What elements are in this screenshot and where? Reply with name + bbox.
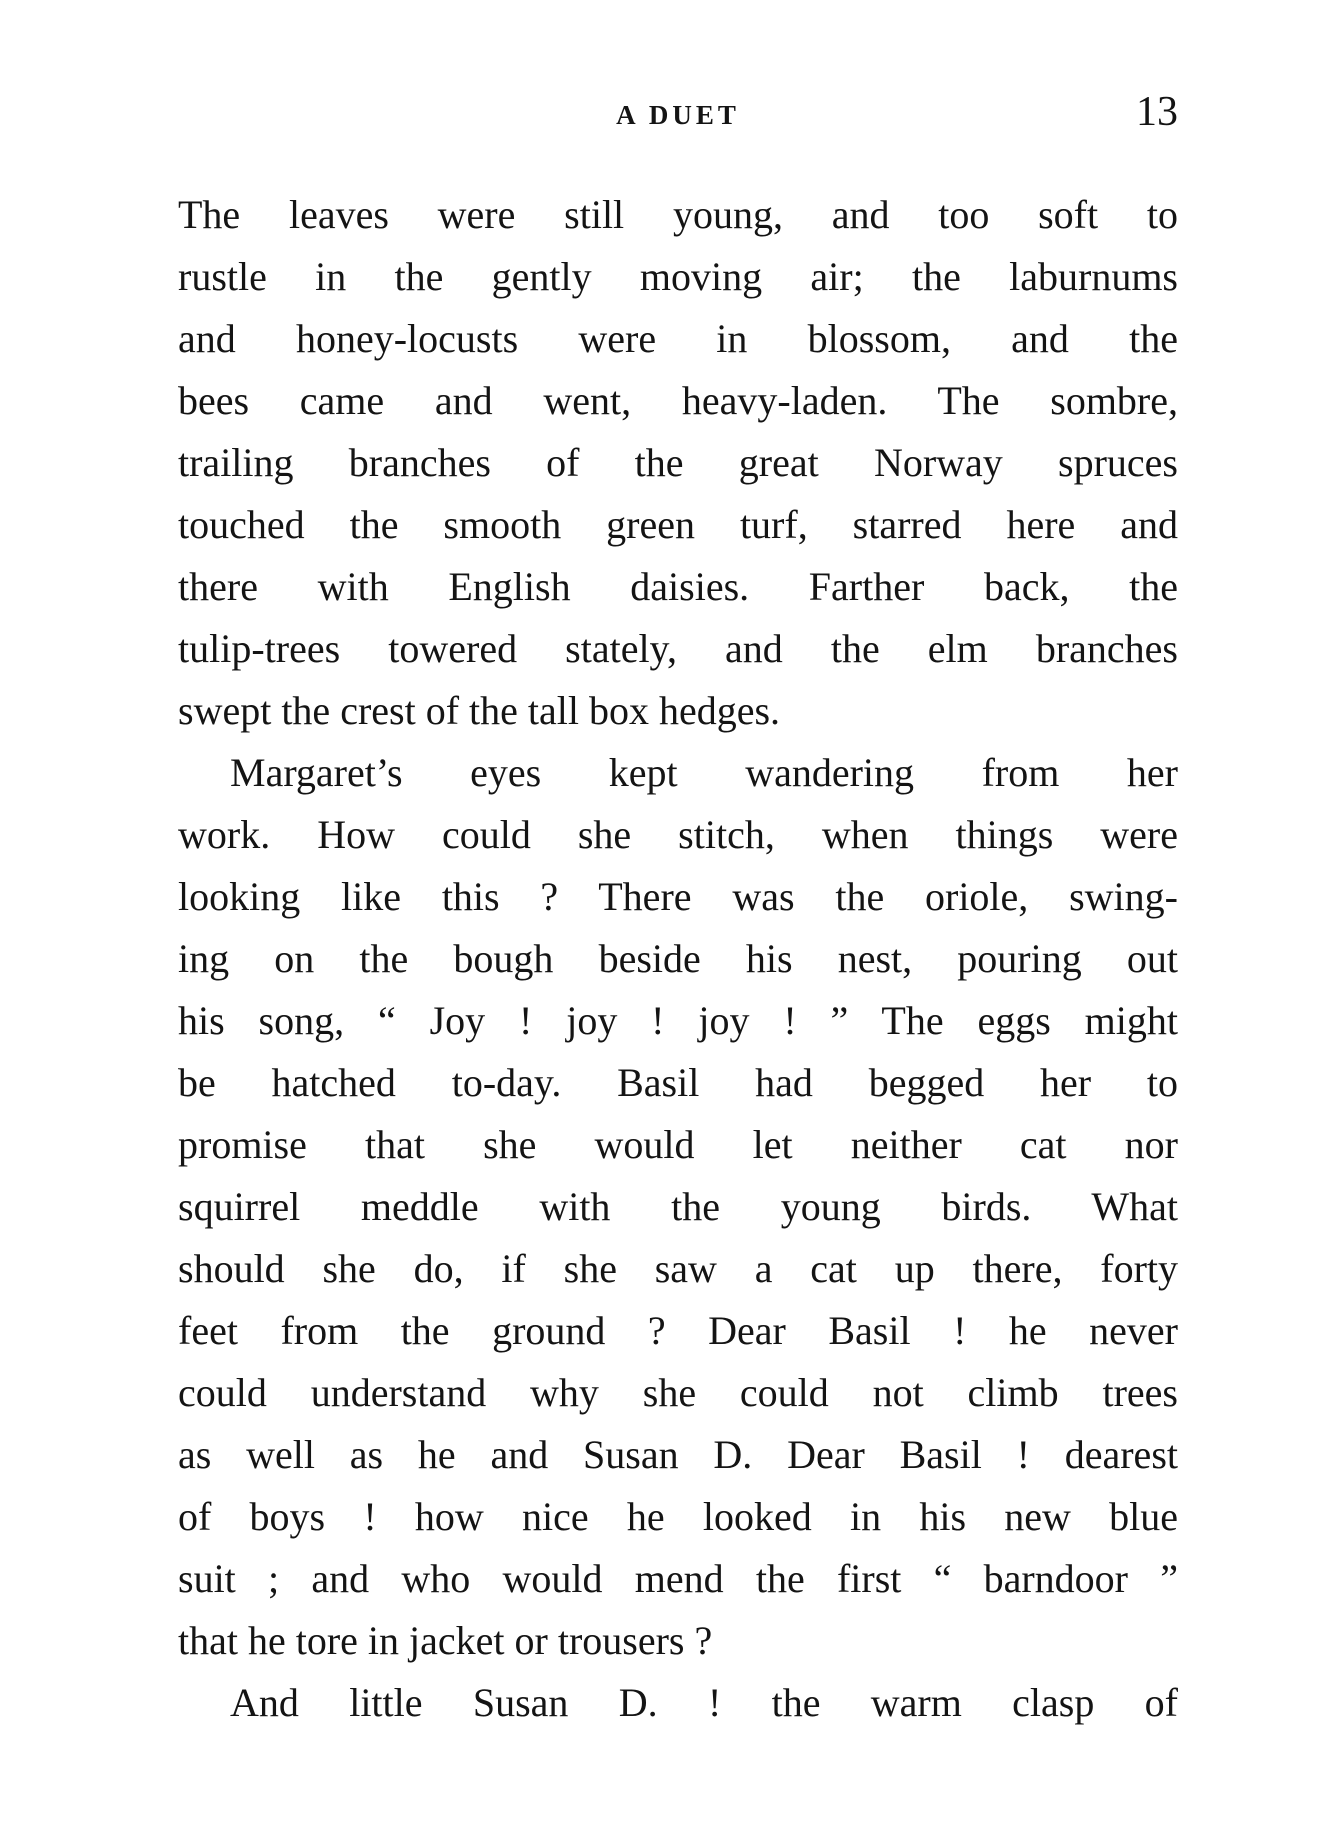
text-line: and honey-locusts were in blossom, and the (178, 316, 1178, 361)
text-line: trailing branches of the great Norway spruces (178, 440, 1178, 485)
text-line: feet from the ground ? Dear Basil ! he never (178, 1308, 1178, 1353)
text-line: The leaves were still young, and too soft to (178, 192, 1178, 237)
text-line: should she do, if she saw a cat up there, forty (178, 1246, 1178, 1291)
text-line: looking like this ? There was the oriole, swing- (178, 874, 1178, 919)
text-line: work. How could she stitch, when things were (178, 812, 1178, 857)
text-line: promise that she would let neither cat nor (178, 1122, 1178, 1167)
text-line: of boys ! how nice he looked in his new blue (178, 1494, 1178, 1539)
text-line: ing on the bough beside his nest, pouring out (178, 936, 1178, 981)
text-line: swept the crest of the tall box hedges. (178, 688, 781, 733)
text-line: touched the smooth green turf, starred here and (178, 502, 1178, 547)
page-header (178, 88, 1178, 148)
page-number: 13 (1136, 89, 1178, 135)
text-line: as well as he and Susan D. Dear Basil ! dearest (178, 1432, 1178, 1477)
text-line: rustle in the gently moving air; the laburnums (178, 254, 1178, 299)
text-line: there with English daisies. Farther back, the (178, 564, 1178, 609)
text-line: tulip-trees towered stately, and the elm branches (178, 626, 1178, 671)
paragraph-start-line: And little Susan D. ! the warm clasp of (230, 1680, 1178, 1725)
text-line: his song, “ Joy ! joy ! joy ! ” The eggs might (178, 998, 1178, 1043)
text-line: could understand why she could not climb trees (178, 1370, 1178, 1415)
paragraph-start-line: Margaret’s eyes kept wandering from her (230, 750, 1178, 795)
text-line: suit ; and who would mend the first “ barndoor ” (178, 1556, 1178, 1601)
body-text (178, 184, 1178, 1734)
running-title: A DUET (616, 100, 740, 130)
text-line: squirrel meddle with the young birds. What (178, 1184, 1178, 1229)
text-line: bees came and went, heavy-laden. The sombre, (178, 378, 1178, 423)
text-line: be hatched to-day. Basil had begged her to (178, 1060, 1178, 1105)
text-line: that he tore in jacket or trousers ? (178, 1618, 713, 1663)
